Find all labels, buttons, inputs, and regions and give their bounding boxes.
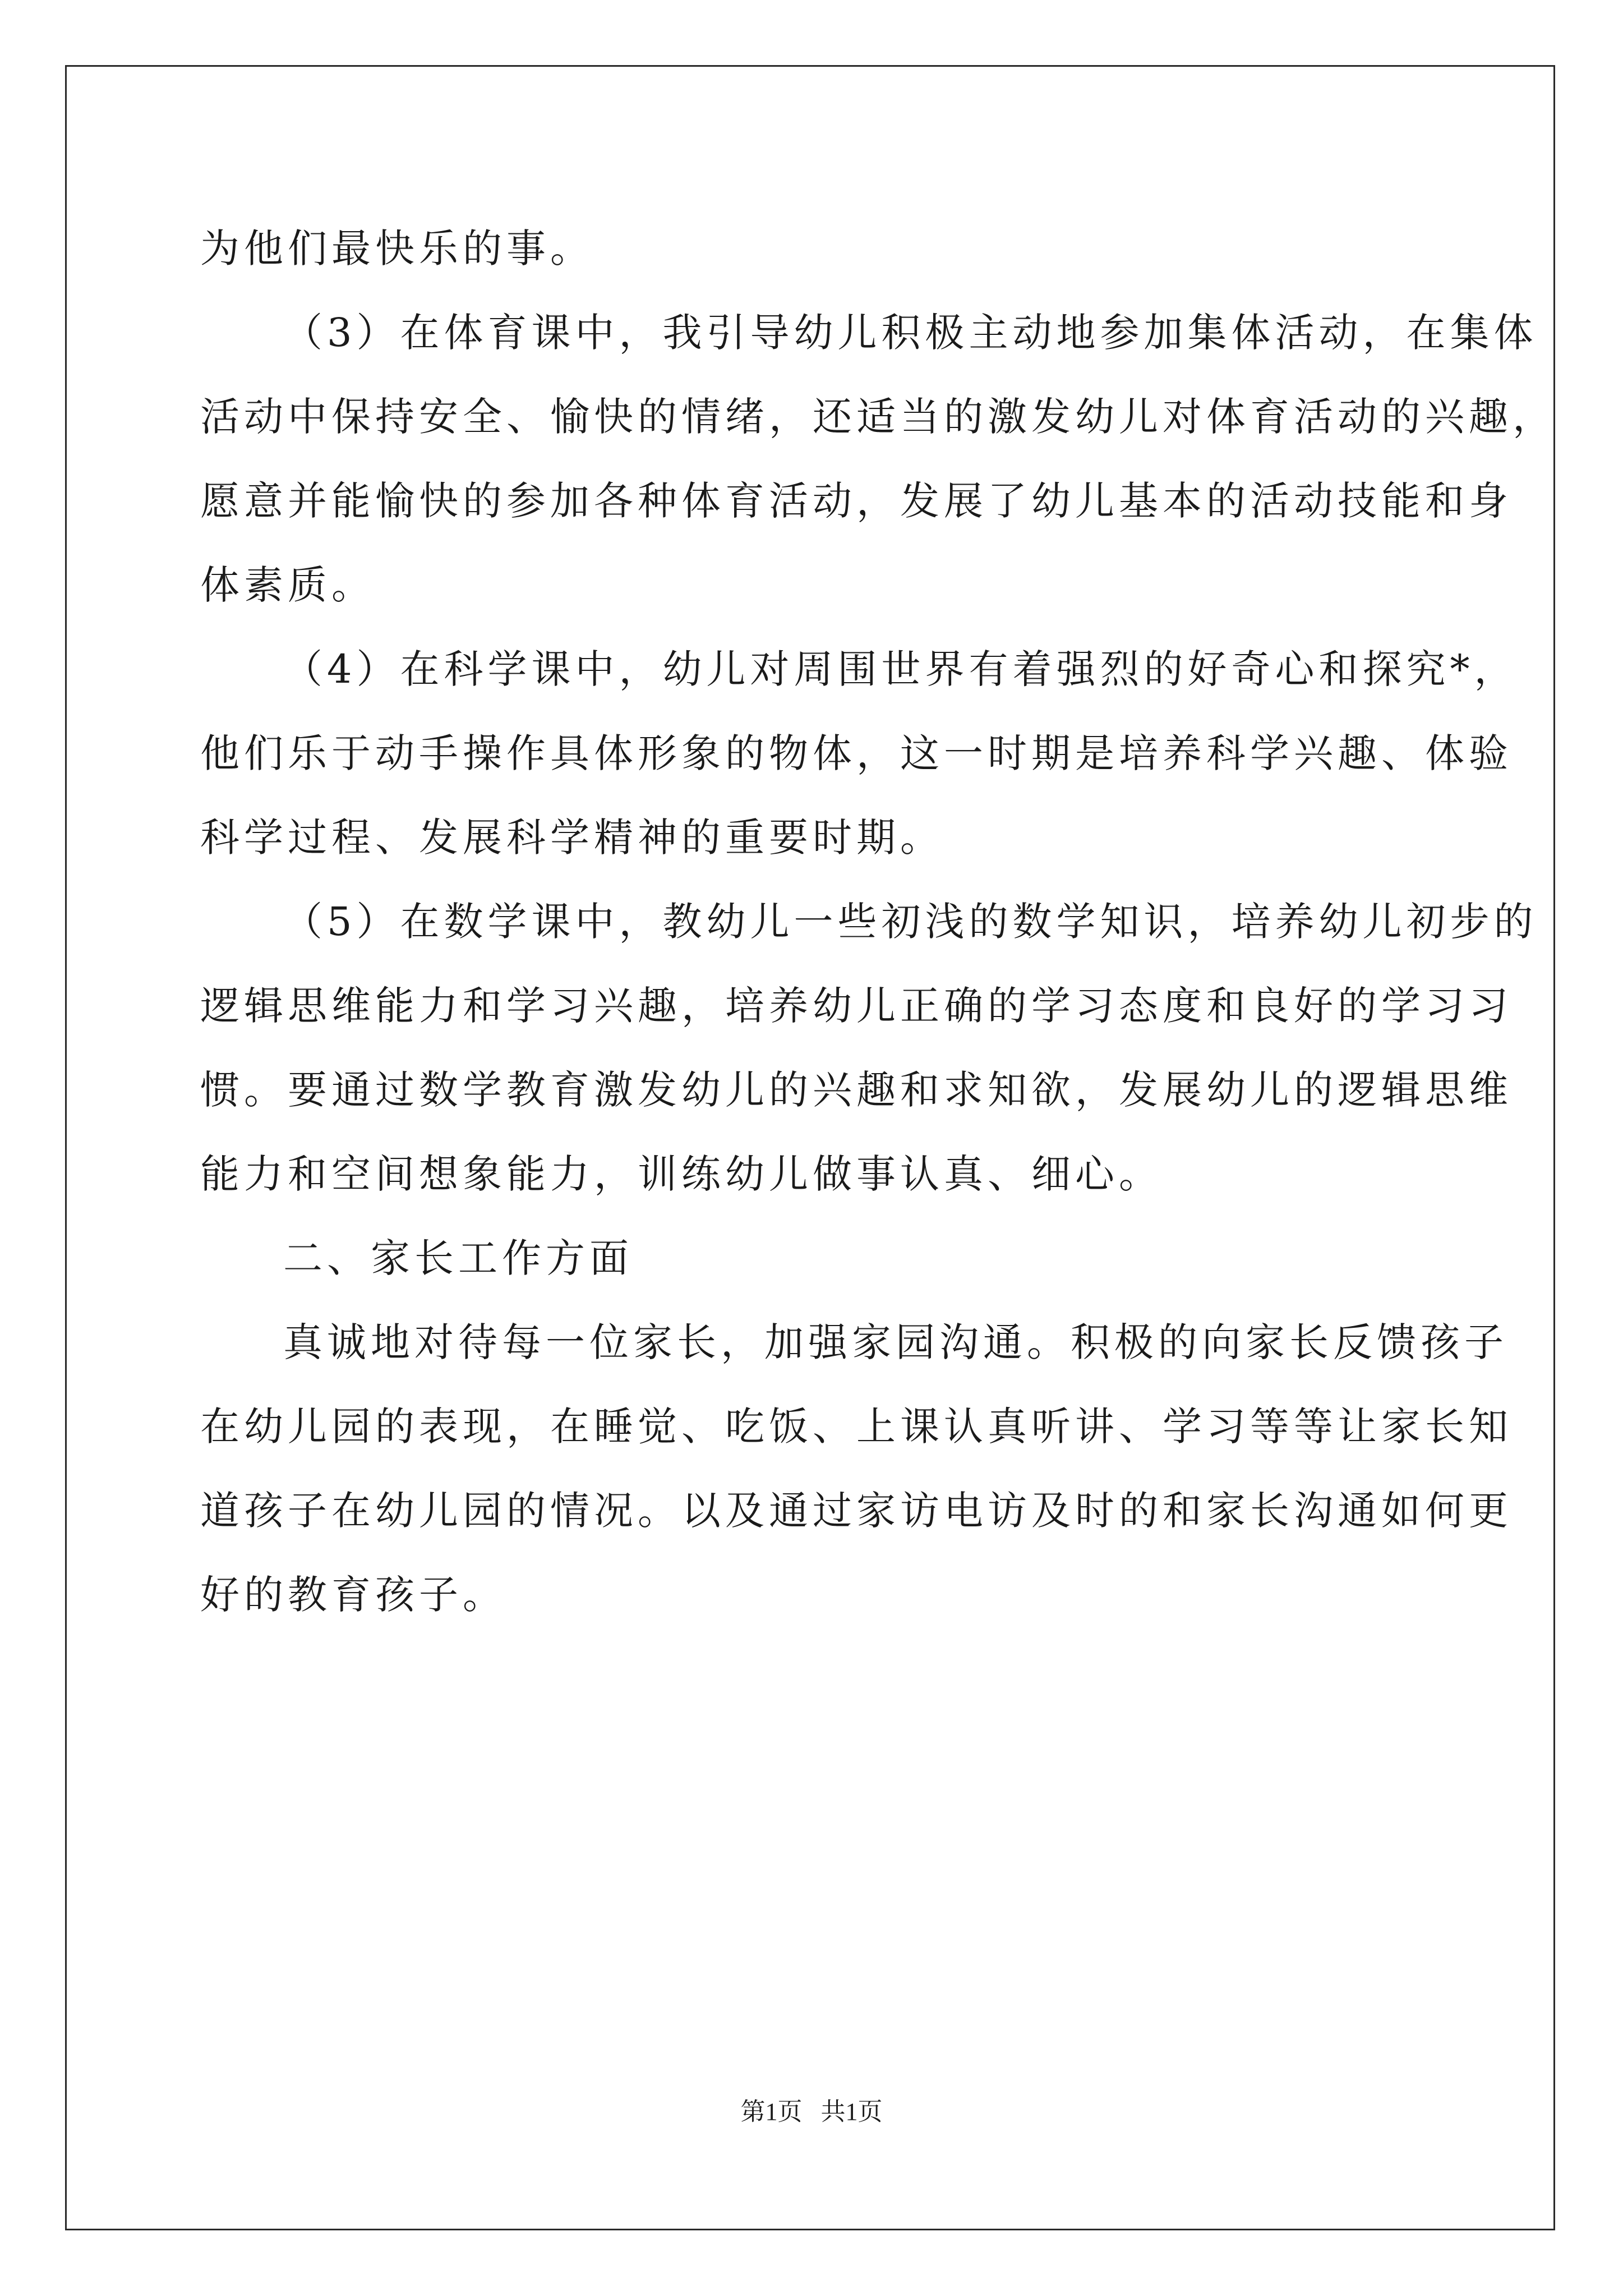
text-line: 好的教育孩子。: [200, 1572, 506, 1618]
text-line: 在幼儿园的表现，在睡觉、吃饭、上课认真听讲、学习等等让家长知: [200, 1404, 1513, 1450]
text-line: （3）在体育课中，我引导幼儿积极主动地参加集体活动，在集体: [283, 310, 1538, 356]
document-body: [200, 206, 1556, 1637]
text-line: 真诚地对待每一位家长，加强家园沟通。积极的向家长反馈孩子: [283, 1319, 1508, 1365]
text-line: 二、家长工作方面: [283, 1235, 633, 1281]
page-footer: [0, 2095, 1623, 2129]
text-line: 活动中保持安全、愉快的情绪，还适当的激发幼儿对体育活动的兴趣，: [200, 394, 1556, 440]
text-line: 他们乐于动手操作具体形象的物体，这一时期是培养科学兴趣、体验: [200, 730, 1513, 776]
text-line: 为他们最快乐的事。: [200, 226, 594, 272]
page-number-label: 第1页 共1页: [740, 2098, 883, 2125]
text-line: 体素质。: [200, 562, 375, 608]
text-line: 科学过程、发展科学精神的重要时期。: [200, 815, 944, 861]
text-line: 愿意并能愉快的参加各种体育活动，发展了幼儿基本的活动技能和身: [200, 478, 1513, 524]
text-line: 能力和空间想象能力，训练幼儿做事认真、细心。: [200, 1151, 1163, 1197]
text-line: （4）在科学课中，幼儿对周围世界有着强烈的好奇心和探究*，: [283, 646, 1518, 692]
text-line: 惯。要通过数学教育激发幼儿的兴趣和求知欲，发展幼儿的逻辑思维: [200, 1067, 1513, 1113]
text-line: 逻辑思维能力和学习兴趣，培养幼儿正确的学习态度和良好的学习习: [200, 983, 1513, 1029]
text-line: 道孩子在幼儿园的情况。以及通过家访电访及时的和家长沟通如何更: [200, 1488, 1513, 1534]
text-line: （5）在数学课中，教幼儿一些初浅的数学知识，培养幼儿初步的: [283, 899, 1538, 945]
